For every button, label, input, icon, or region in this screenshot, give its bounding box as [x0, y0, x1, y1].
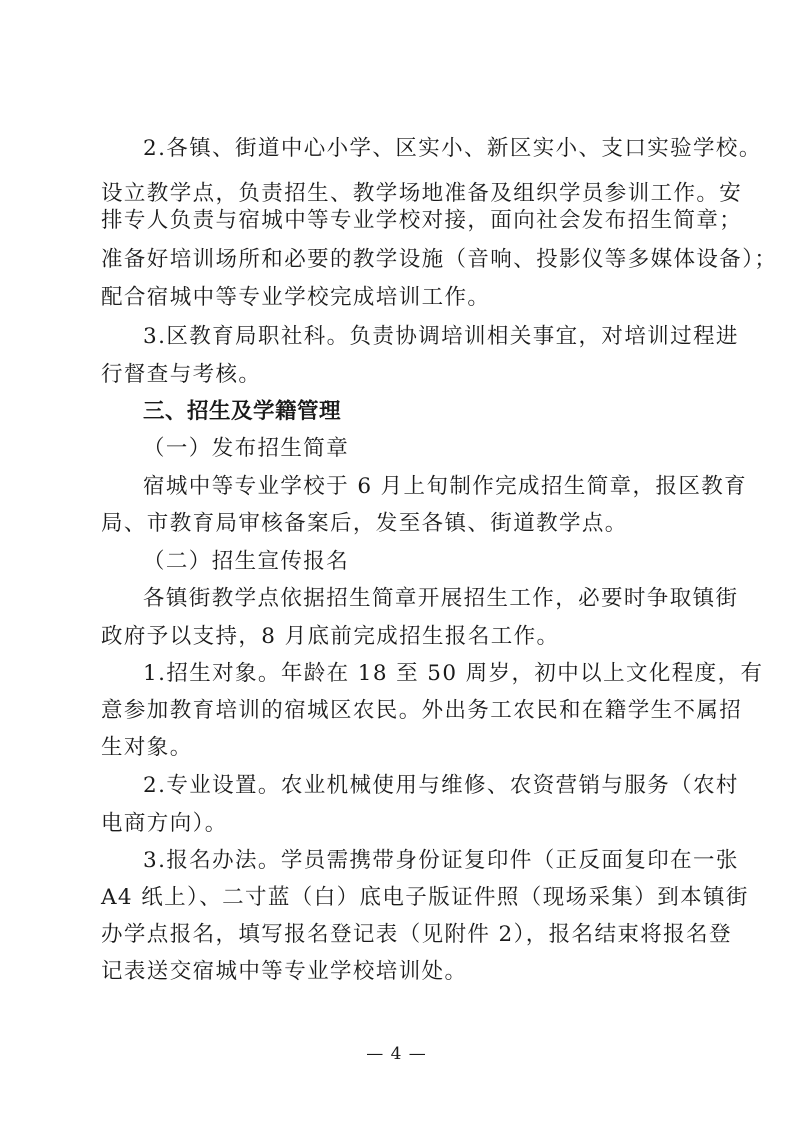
paragraph-line: 生对象。 [101, 735, 193, 760]
paragraph-line: 政府予以支持，8 月底前完成招生报名工作。 [101, 624, 560, 649]
paragraph-line: 行督查与考核。 [101, 362, 262, 387]
page-number: — 4 — [366, 1044, 427, 1064]
paragraph-line: 宿城中等专业学校于 6 月上旬制作完成招生简章，报区教育 [143, 474, 748, 499]
subsection-heading: （二）招生宣传报名 [143, 549, 350, 574]
paragraph-line: 准备好培训场所和必要的教学设施（音响、投影仪等多媒体设备）； [101, 247, 778, 272]
paragraph-line: 各镇街教学点依据招生简章开展招生工作，必要时争取镇街 [143, 586, 739, 611]
paragraph-line: 记表送交宿城中等专业学校培训处。 [101, 959, 468, 984]
paragraph-line: 办学点报名，填写报名登记表（见附件 2），报名结束将报名登 [101, 922, 732, 947]
paragraph-line: 2.专业设置。农业机械使用与维修、农资营销与服务（农村 [143, 773, 739, 798]
paragraph-line: A4 纸上）、二寸蓝（白）底电子版证件照（现场采集）到本镇街 [101, 885, 749, 910]
paragraph-line: 设立教学点，负责招生、教学场地准备及组织学员参训工作。安 [101, 181, 743, 206]
paragraph-line: 电商方向）。 [101, 811, 228, 836]
subsection-heading: （一）发布招生简章 [143, 436, 350, 461]
paragraph-line: 排专人负责与宿城中等专业学校对接，面向社会发布招生简章； [101, 208, 743, 233]
paragraph-line: 1.招生对象。年龄在 18 至 50 周岁，初中以上文化程度，有 [143, 661, 764, 686]
paragraph-line: 意参加教育培训的宿城区农民。外出务工农民和在籍学生不属招 [101, 698, 743, 723]
section-heading: 三、招生及学籍管理 [143, 399, 342, 424]
paragraph-line: 配合宿城中等专业学校完成培训工作。 [101, 285, 491, 310]
paragraph-line: 3.区教育局职社科。负责协调培训相关事宜，对培训过程进 [143, 324, 739, 349]
paragraph-line: 2.各镇、街道中心小学、区实小、新区实小、支口实验学校。 [143, 136, 762, 161]
paragraph-line: 局、市教育局审核备案后，发至各镇、街道教学点。 [101, 511, 628, 536]
paragraph-line: 3.报名办法。学员需携带身份证复印件（正反面复印在一张 [143, 848, 739, 873]
